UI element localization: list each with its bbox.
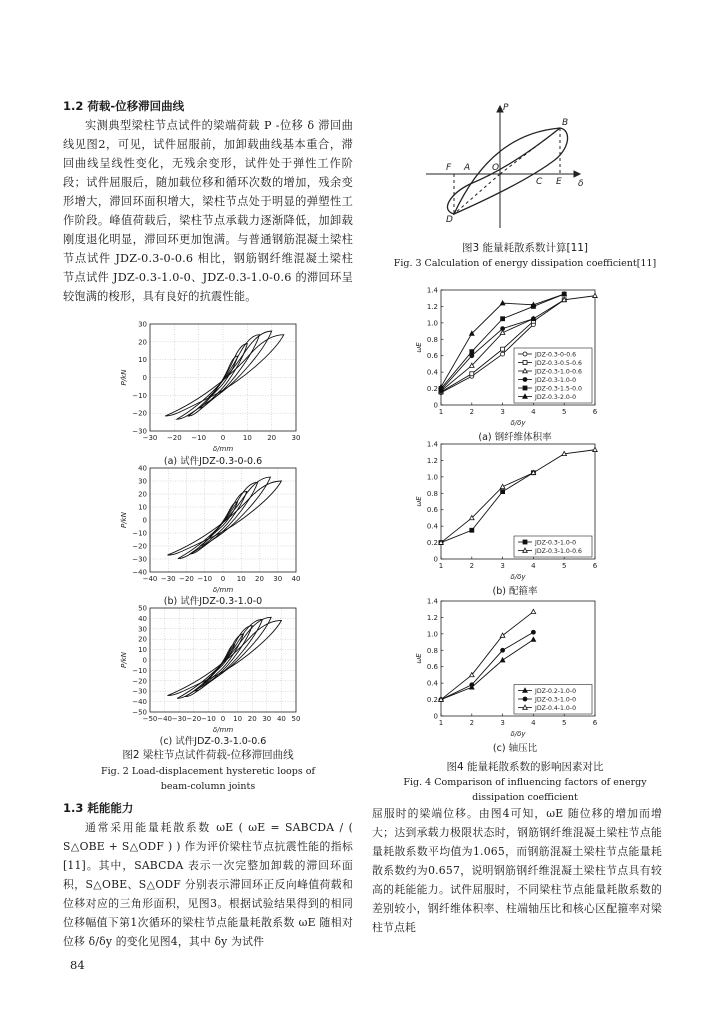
chart-ytick-label: 0 — [433, 555, 438, 564]
chart-legend-label: JDZ-0.4-1.0-0 — [535, 704, 577, 712]
chart-point — [470, 350, 474, 354]
section-1-3-body-right: 屈服时的梁端位移。由图4可知，ωE 随位移的增加而增大；达到承载力极限状态时，钢筋钢纤维混凝土梁柱节点能量耗散系数平均值为1.065，而钢筋混凝土梁柱节点能量耗散系数约为0.657，说明钢筋钢纤维混凝土梁柱节点具有较高的耗能能力。试件屈服时，不同梁柱节点能量耗散系数的差别较小，钢纤维体积率、柱端轴压比和核心区配箍率对梁柱节点耗 — [372, 807, 662, 934]
chart-ytick-label: 0.4 — [426, 368, 438, 377]
fig2-xtick-label: 0 — [220, 715, 226, 723]
chart-x-axis-label: δ/δy — [510, 730, 526, 738]
fig2-xtick-label: −20 — [166, 434, 182, 442]
chart-point — [501, 648, 505, 652]
fig2-xtick-label: 10 — [236, 575, 246, 583]
chart-ytick-label: 1.0 — [426, 630, 438, 639]
fig4a-chart — [415, 284, 615, 427]
chart-point — [501, 327, 505, 331]
chart-ytick-label: 0.2 — [426, 385, 438, 394]
chart-y-axis-label: ωE — [415, 496, 423, 507]
fig2-xtick-label: 30 — [291, 434, 301, 442]
chart-point — [470, 528, 474, 532]
chart-point — [523, 378, 527, 382]
chart-ytick-label: 1.0 — [426, 473, 438, 482]
fig2-xtick-label: −20 — [179, 575, 194, 583]
fig2-xtick-label: −30 — [171, 715, 187, 723]
fig2-y-axis-label: P/kN — [120, 652, 128, 668]
fig2-ytick-label: −40 — [132, 698, 147, 707]
fig2-ytick-label: −30 — [132, 687, 147, 696]
fig2-xtick-label: 30 — [273, 575, 283, 583]
chart-point — [501, 490, 505, 494]
chart-legend-label: JDZ-0.3-1.0-0.6 — [535, 368, 582, 376]
fig2-xtick-label: −40 — [157, 715, 172, 723]
fig2-ytick-label: 10 — [138, 646, 147, 655]
chart-ytick-label: 0.6 — [426, 506, 438, 515]
chart-point — [593, 293, 598, 297]
fig3-label-D: D — [446, 215, 453, 225]
chart-xtick-label: 4 — [531, 719, 536, 727]
chart-xtick-label: 5 — [561, 719, 567, 727]
fig3-triangle-OD — [454, 174, 500, 214]
fig2b-caption: (b) 试件JDZ-0.3-1.0-0 — [163, 596, 263, 607]
chart-point — [531, 637, 536, 641]
chart-ytick-label: 1.4 — [426, 286, 438, 295]
chart-legend-label: JDZ-0.3-2.0-0 — [535, 393, 577, 401]
fig2-ytick-label: 40 — [138, 464, 147, 473]
fig4-caption-en-1: Fig. 4 Comparison of influencing factors of energy — [403, 777, 647, 788]
chart-xtick-label: 6 — [592, 562, 598, 570]
fig4c-caption: (c) 轴压比 — [492, 743, 538, 754]
chart-xtick-label: 6 — [592, 719, 598, 727]
chart-xtick-label: 2 — [469, 408, 475, 416]
fig3-x-arrow — [574, 171, 580, 177]
chart-xtick-label: 5 — [561, 562, 567, 570]
chart-xtick-label: 4 — [531, 408, 536, 416]
fig2-xtick-label: −10 — [197, 575, 213, 583]
fig2-xtick-label: −50 — [142, 715, 158, 723]
fig2-ytick-label: −20 — [132, 542, 147, 551]
chart-point — [531, 630, 535, 634]
fig2-ytick-label: 20 — [138, 338, 147, 347]
chart-ytick-label: 0 — [433, 712, 438, 721]
chart-point — [501, 352, 505, 356]
fig2-hysteresis-loop — [177, 331, 272, 419]
fig3-diagram — [420, 98, 590, 236]
chart-series-line — [441, 473, 533, 543]
fig3-label-A: A — [464, 163, 471, 173]
fig3-caption-cn: 图3 能量耗散系数计算[11] — [461, 242, 589, 254]
chart-xtick-label: 2 — [469, 562, 475, 570]
chart-y-axis-label: ωE — [415, 342, 423, 353]
fig2-xtick-label: 40 — [276, 715, 286, 723]
chart-xtick-label: 6 — [592, 408, 598, 416]
fig2c-plot — [118, 602, 308, 734]
fig2c-caption: (c) 试件JDZ-0.3-1.0-0.6 — [159, 736, 267, 747]
fig3-label-F: F — [446, 163, 452, 173]
fig2-hysteresis-loop — [177, 617, 271, 698]
chart-legend-label: JDZ-0.3-1.0-0 — [535, 376, 577, 384]
chart-xtick-label: 4 — [531, 562, 536, 570]
chart-ytick-label: 0.6 — [426, 663, 438, 672]
chart-ytick-label: 0.4 — [426, 679, 438, 688]
chart-point — [523, 697, 527, 701]
fig4a-caption: (a) 钢纤维体积率 — [478, 432, 552, 443]
fig2-caption-en-1: Fig. 2 Load-displacement hysteretic loops of — [101, 766, 315, 777]
section-1-2-heading: 1.2 荷载-位移滞回曲线 — [63, 99, 185, 113]
chart-legend-label: JDZ-0.3-1.0-0 — [535, 696, 577, 704]
fig2-xtick-label: 10 — [242, 434, 252, 442]
fig2-ytick-label: 40 — [138, 614, 147, 623]
chart-ytick-label: 0.8 — [426, 489, 438, 498]
fig2-xtick-label: −10 — [201, 715, 216, 723]
fig2-caption-en-2: beam-column joints — [160, 781, 256, 792]
fig2-ytick-label: −30 — [132, 427, 147, 436]
chart-ytick-label: 1.4 — [426, 597, 438, 606]
fig2-ytick-label: 50 — [138, 604, 147, 613]
chart-point — [523, 540, 527, 544]
chart-point — [500, 658, 505, 662]
fig2-caption-cn: 图2 梁柱节点试件荷载-位移滞回曲线 — [122, 749, 294, 761]
fig3-label-B: B — [562, 118, 569, 128]
chart-xtick-label: 1 — [438, 562, 444, 570]
chart-xtick-label: 1 — [438, 408, 444, 416]
page-number: 84 — [70, 958, 85, 972]
chart-point — [531, 609, 536, 613]
section-1-3-heading: 1.3 耗能能力 — [63, 801, 134, 815]
fig2-xtick-label: −20 — [186, 715, 202, 723]
chart-point — [593, 447, 598, 451]
fig2-xtick-label: −30 — [160, 575, 176, 583]
chart-xtick-label: 3 — [500, 719, 505, 727]
fig2-ytick-label: −10 — [132, 391, 147, 400]
fig2-ytick-label: 20 — [138, 635, 147, 644]
fig2-xtick-label: 20 — [255, 575, 264, 583]
chart-ytick-label: 1.2 — [426, 456, 438, 465]
fig3-label-O: O — [492, 163, 500, 173]
fig2-ytick-label: 30 — [138, 625, 147, 634]
fig2-xtick-label: −40 — [142, 575, 158, 583]
fig2-ytick-label: 0 — [142, 656, 147, 665]
chart-xtick-label: 3 — [500, 562, 505, 570]
chart-series-line — [441, 450, 595, 543]
chart-xtick-label: 5 — [561, 408, 567, 416]
chart-legend-label: JDZ-0.3-1.5-0.0 — [535, 385, 582, 393]
fig2-ytick-label: 0 — [142, 374, 147, 382]
chart-ytick-label: 0.8 — [426, 335, 438, 344]
chart-point — [523, 361, 527, 365]
chart-ytick-label: 0.2 — [426, 539, 438, 548]
chart-point — [501, 317, 505, 321]
chart-xtick-label: 1 — [438, 719, 444, 727]
fig3-label-E: E — [556, 177, 562, 187]
fig2-x-axis-label: δ/mm — [212, 586, 234, 594]
fig2a-plot — [118, 318, 308, 453]
chart-ytick-label: 0.4 — [426, 522, 438, 531]
fig2-xtick-label: 10 — [233, 715, 243, 723]
fig2-y-axis-label: P/kN — [120, 512, 128, 528]
fig2-ytick-label: −20 — [132, 677, 147, 686]
fig2-ytick-label: 0 — [142, 516, 147, 525]
fig3-label-C: C — [536, 177, 543, 187]
fig2-ytick-label: 30 — [138, 477, 147, 486]
section-1-2-body: 实测典型梁柱节点试件的梁端荷载 P -位移 δ 滞回曲线见图2，可见，试件屈服前，加卸载曲线基本重合，滞回曲线呈线性变化，无残余变形，试件处于弹性工作阶段；试件屈服后，随加载位移和循环次数的增加，残余变形增大，滞回环面积增大，梁柱节点处于明显的弹塑性工作阶段。峰值荷载后，梁柱节点承载力逐渐降低，加卸载刚度退化明显，滞回环更加饱满。与普通钢筋混凝土梁柱节点试件 JDZ-0.3-0-0.6 相比，钢筋钢纤维混凝土梁柱节点试件 JDZ-0.3-1.0-0、JDZ-0.3-1.0-0.6 的滞回环呈较饱满的梭形，具有良好的抗震性能。 — [63, 119, 353, 303]
chart-point — [531, 317, 535, 321]
fig4-caption-en-2: dissipation coefficient — [472, 792, 578, 803]
fig2-x-axis-label: δ/mm — [212, 445, 234, 453]
chart-point — [470, 354, 474, 358]
fig3-label-delta: δ — [578, 179, 584, 189]
fig4b-chart — [415, 438, 615, 581]
chart-ytick-label: 0 — [433, 401, 438, 410]
chart-xtick-label: 2 — [469, 719, 475, 727]
fig2-ytick-label: −10 — [132, 666, 147, 675]
fig2-ytick-label: 30 — [138, 320, 147, 329]
fig2-ytick-label: −10 — [132, 529, 147, 538]
chart-y-axis-label: ωE — [415, 653, 423, 664]
chart-ytick-label: 0.2 — [426, 696, 438, 705]
chart-ytick-label: 1.4 — [426, 440, 438, 449]
chart-xtick-label: 3 — [500, 408, 505, 416]
fig2-ytick-label: −40 — [132, 568, 147, 577]
fig2-xtick-label: 20 — [267, 434, 277, 442]
chart-x-axis-label: δ/δy — [510, 573, 526, 581]
chart-ytick-label: 1.2 — [426, 302, 438, 311]
chart-point — [523, 352, 527, 356]
chart-legend-label: JDZ-0.3-1.0-0.6 — [535, 547, 582, 555]
section-1-3-body-left: 通常采用能量耗散系数 ωE ( ωE = SABCDA / ( S△OBE + S△ODF ) ) 作为评价梁柱节点抗震性能的指标[11]。其中，SABCDA 表示一次完整加卸载的滞回环面积，S△OBE、S△ODF 分别表示滞回环正反向峰值荷载和位移对应的三角形面积，见图3。根据试验结果得到的相同位移幅值下第1次循环的梁柱节点能量耗散系数 ωE 随相对位移 δ/δy 的变化见图4，其中 δy 为试件 — [63, 821, 353, 948]
chart-ytick-label: 1.0 — [426, 319, 438, 328]
fig4b-caption: (b) 配箍率 — [492, 586, 538, 597]
chart-x-axis-label: δ/δy — [510, 419, 526, 427]
fig2-y-axis-label: P/kN — [120, 369, 128, 386]
chart-ytick-label: 1.2 — [426, 613, 438, 622]
chart-legend-label: JDZ-0.3-1.0-0 — [535, 539, 577, 547]
fig2-ytick-label: −50 — [132, 708, 147, 717]
fig2-xtick-label: −30 — [142, 434, 158, 442]
fig2-xtick-label: −10 — [191, 434, 207, 442]
fig2-ytick-label: −20 — [132, 409, 147, 418]
fig2-ytick-label: 10 — [138, 503, 147, 512]
chart-legend-label: JDZ-0.3-0.5-0.6 — [535, 359, 582, 367]
fig2b-plot — [118, 462, 308, 594]
fig2-xtick-label: 50 — [291, 715, 301, 723]
chart-legend-label: JDZ-0.2-1.0-0 — [535, 687, 577, 695]
chart-ytick-label: 0.8 — [426, 646, 438, 655]
fig2-x-axis-label: δ/mm — [212, 726, 234, 734]
chart-point — [470, 683, 474, 687]
fig2-xtick-label: 0 — [220, 434, 226, 442]
fig3-caption-en: Fig. 3 Calculation of energy dissipation coefficient[11] — [393, 258, 657, 269]
fig4c-chart — [415, 595, 615, 738]
fig2-ytick-label: 10 — [138, 356, 147, 365]
chart-point — [470, 372, 474, 376]
fig3-loop — [454, 128, 568, 214]
fig3-label-P: P — [503, 103, 509, 113]
fig4-caption-cn: 图4 能量耗散系数的影响因素对比 — [446, 761, 604, 773]
fig2-xtick-label: 30 — [262, 715, 272, 723]
fig2-xtick-label: 20 — [247, 715, 257, 723]
chart-ytick-label: 0.6 — [426, 352, 438, 361]
fig2a-caption: (a) 试件JDZ-0.3-0-0.6 — [163, 456, 263, 467]
fig2-xtick-label: 0 — [220, 575, 226, 583]
fig2-xtick-label: 40 — [291, 575, 301, 583]
fig2-hysteresis-loop — [168, 481, 282, 555]
fig2-ytick-label: 20 — [138, 490, 147, 499]
fig2-ytick-label: −30 — [132, 555, 147, 564]
chart-point — [523, 386, 527, 390]
chart-point — [501, 347, 505, 351]
chart-legend-label: JDZ-0.3-0-0.6 — [535, 351, 577, 359]
